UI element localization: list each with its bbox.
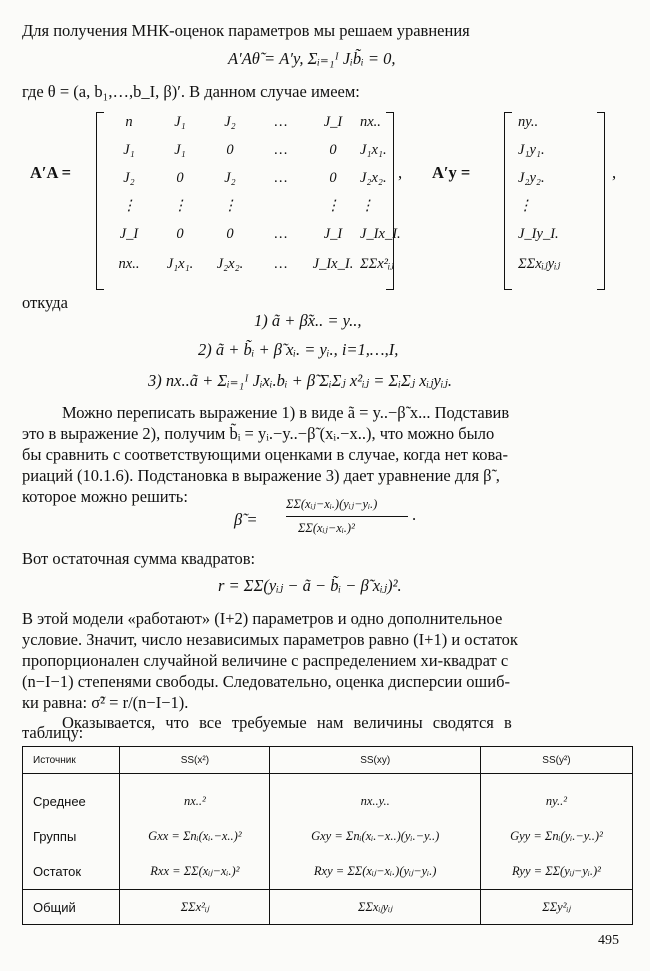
table-header-ssxy: SS(xy) — [270, 747, 480, 774]
matrix-lhs-label: A′A = — [30, 163, 72, 182]
matrix-cell: 0 — [226, 226, 234, 242]
otkuda-word: откуда — [22, 293, 68, 312]
theta-definition: где θ = (a, b₁,…,b_I, β)′. В данном случае имеем: — [22, 82, 360, 101]
matrix-cell: … — [274, 114, 288, 130]
paragraph-2-line-5: которое можно решить: — [22, 487, 188, 506]
matrix-cell: nx.. — [360, 114, 381, 130]
matrix-cell: J_I — [323, 114, 343, 130]
matrix-cell: J₂x₂. — [360, 170, 387, 186]
matrix-cell: n — [125, 114, 133, 130]
vector-right-bracket — [597, 112, 605, 290]
matrix-cell: J₁ — [174, 114, 186, 130]
matrix-cell: 0 — [176, 170, 184, 186]
matrix-cell: J_Ix_I. — [312, 256, 354, 272]
residual-formula: r = ΣΣ(yᵢⱼ − ã − b̃ᵢ − β̃ xᵢⱼ)². — [218, 576, 402, 595]
beta-dot: . — [412, 505, 417, 524]
paragraph-4-line-1: Оказывается, что все требуемые нам величины сводятся в — [62, 713, 512, 732]
table-col-ssxy — [270, 774, 480, 890]
table-cell: Ryy = ΣΣ(yᵢⱼ−yᵢ.)² — [512, 864, 601, 878]
table-col-ssy2 — [480, 774, 632, 890]
matrix-cell: J_I — [323, 226, 343, 242]
matrix-comma: , — [398, 163, 403, 182]
matrix-cell: J₂ — [224, 114, 236, 130]
paragraph-2-line-4: риаций (10.1.6). Подстановка в выражение 3) дает уравнение для β̃ , — [22, 466, 500, 485]
paragraph-2-line-3: бы сравнить с соответствующими оценками в случае, когда нет кова- — [22, 445, 508, 464]
ss-table — [22, 746, 633, 925]
paragraph-2-line-2: это в выражение 2), получим b̃ᵢ = yᵢ.−y..−β̃ (xᵢ.−x..), что можно было — [22, 424, 495, 443]
table-cell: Gyy = Σnᵢ(yᵢ.−y..)² — [510, 829, 603, 843]
table-cell: ΣΣy²ᵢⱼ — [480, 890, 632, 925]
table-header-source: Источник — [23, 747, 120, 774]
matrix-cell: J₁x₁. — [166, 256, 194, 272]
vector-lhs-label: A′y = — [432, 163, 471, 182]
table-cell: ΣΣx²ᵢⱼ — [120, 890, 270, 925]
table-cell: ny..² — [545, 794, 568, 808]
matrix-cell: J_I — [119, 226, 139, 242]
vector-comma: , — [612, 163, 617, 182]
matrix-cell: 0 — [176, 226, 184, 242]
equation-2: 2) ã + b̃ᵢ + β̃ xᵢ. = yᵢ., i=1,…,I, — [198, 340, 399, 359]
paragraph-3-line-2: условие. Значит, число независимых параметров равно (I+1) и остаток — [22, 630, 518, 649]
normal-equations: A′Aθ̃ = A′y, Σᵢ₌₁ᴵ Jᵢb̃ᵢ = 0, — [228, 49, 396, 68]
matrix-cell: ⋮ — [222, 198, 238, 214]
page-number: 495 — [598, 933, 619, 948]
beta-numerator: ΣΣ(xᵢⱼ−xᵢ.)(yᵢⱼ−yᵢ.) — [286, 497, 378, 511]
matrix-cell: ⋮ — [172, 198, 188, 214]
matrix-left-bracket — [96, 112, 104, 290]
vector-cell: ny.. — [518, 114, 539, 130]
matrix-cell: … — [274, 170, 288, 186]
equation-1: 1) ã + β̃x.. = y.., — [254, 311, 362, 330]
table-header-ssy2: SS(y²) — [480, 747, 632, 774]
vector-cell: J_Iy_I. — [518, 226, 559, 242]
table-cell: nx..y.. — [360, 794, 390, 808]
paragraph-3-line-3: пропорционален случайной величине с распределением хи-квадрат с — [22, 651, 509, 670]
matrix-cell: ⋮ — [325, 198, 341, 214]
paragraph-3-line-4: (n−I−1) степенями свободы. Следовательно, оценка дисперсии ошиб- — [22, 672, 510, 691]
vector-cell: ΣΣxᵢⱼyᵢⱼ — [518, 256, 561, 272]
table-row-residual-label: Остаток — [33, 864, 82, 879]
table-row-labels — [23, 774, 120, 890]
matrix-cell: 0 — [329, 142, 337, 158]
paragraph-3-line-5: ки равна: σ̃² = r/(n−I−1). — [22, 693, 189, 712]
vector-cell: ⋮ — [518, 198, 533, 214]
matrix-cell: J₁ — [174, 142, 186, 158]
paragraph-3-line-1: В этой модели «работают» (I+2) параметров и одно дополнительное — [22, 609, 503, 628]
vector-left-bracket — [504, 112, 512, 290]
matrix-cell: J₂ — [224, 170, 236, 186]
matrix-cell: J₁ — [123, 142, 135, 158]
table-row-groups-label: Группы — [33, 829, 77, 844]
paragraph-2-line-1: Можно переписать выражение 1) в виде ã = y..−β̃ x... Подставив — [62, 403, 510, 422]
table-col-ssx2 — [120, 774, 270, 890]
matrix-cell: ⋮ — [121, 198, 137, 214]
intro-line: Для получения МНК-оценок параметров мы решаем уравнения — [22, 21, 470, 40]
matrix-cell: … — [274, 256, 288, 272]
table-cell: nx..² — [183, 794, 206, 808]
matrix-cell: J₂ — [123, 170, 135, 186]
table-row-total-label: Общий — [23, 890, 120, 925]
matrix-cell: 0 — [226, 142, 234, 158]
matrix-cell: 0 — [329, 170, 337, 186]
table-row-mean-label: Среднее — [33, 794, 86, 809]
table-cell: Rxy = ΣΣ(xᵢⱼ−xᵢ.)(yᵢⱼ−yᵢ.) — [313, 864, 437, 878]
vector-cell: J₁y₁. — [518, 142, 545, 158]
table-cell: ΣΣxᵢⱼyᵢⱼ — [270, 890, 480, 925]
vector-cell: J₂y₂. — [518, 170, 545, 186]
beta-fraction-bar — [286, 516, 408, 517]
beta-denominator: ΣΣ(xᵢⱼ−xᵢ.)² — [298, 521, 355, 535]
equation-3: 3) nx..ã + Σᵢ₌₁ᴵ Jᵢxᵢ.bᵢ + β̃ ΣᵢΣⱼ x²ᵢⱼ = ΣᵢΣⱼ xᵢⱼyᵢⱼ. — [148, 371, 452, 390]
matrix-cell: … — [274, 226, 288, 242]
matrix-cell: J₁x₁. — [360, 142, 387, 158]
matrix-cell: J_Ix_I. — [360, 226, 401, 242]
paragraph-4-line-2-text: таблицу: — [22, 723, 84, 742]
matrix-cell: J₂x₂. — [216, 256, 244, 272]
matrix-cell: … — [274, 142, 288, 158]
beta-lhs: β̃ = — [234, 510, 258, 529]
table-cell: Gxy = Σnᵢ(xᵢ.−x..)(yᵢ.−y..) — [311, 829, 440, 843]
table-cell: Rxx = ΣΣ(xᵢⱼ−xᵢ.)² — [150, 864, 240, 878]
table-header-ssx2: SS(x²) — [120, 747, 270, 774]
residual-intro: Вот остаточная сумма квадратов: — [22, 549, 256, 568]
table-cell: Gxx = Σnᵢ(xᵢ.−x..)² — [148, 829, 242, 843]
matrix-cell: ⋮ — [360, 198, 375, 214]
matrix-cell: nx.. — [118, 256, 140, 272]
matrix-cell: ΣΣx²ᵢⱼ — [360, 256, 395, 272]
